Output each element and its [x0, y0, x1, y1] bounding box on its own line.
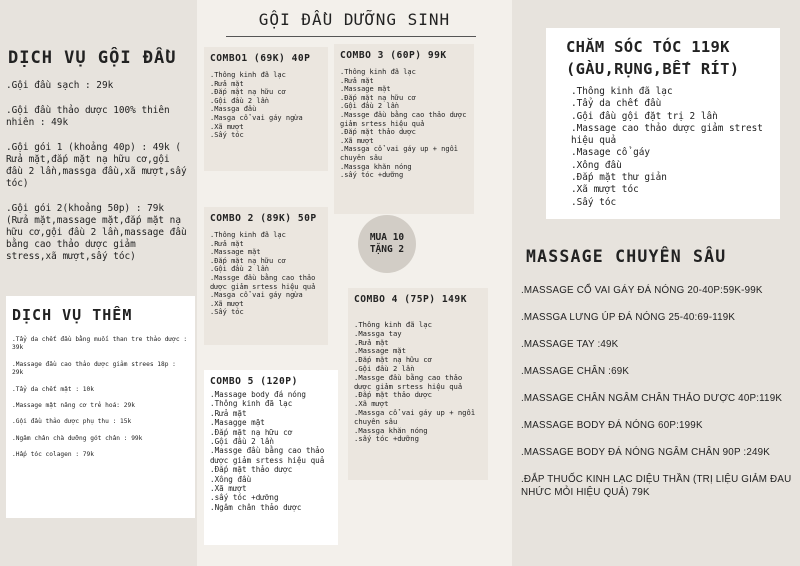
- list-item: .Xã mượt: [210, 484, 247, 494]
- list-item: .Xông đầu: [210, 474, 252, 484]
- promo-line-1: MUA 10: [369, 232, 405, 243]
- list-item: .Đắp mặt thảo dược: [210, 465, 293, 475]
- combo-4-title: COMBO 4 (75P) 149K: [354, 294, 467, 305]
- massage-item: .MASSAGE CHÂN NGÂM CHÂN THẢO DƯỢC 40P:119K: [521, 393, 783, 404]
- list-item: .Thông kinh đã lạc: [210, 71, 286, 79]
- hair-wash-heading: DỊCH VỤ GỘI ĐẦU: [8, 48, 177, 68]
- list-item: .Massga khăn nóng: [354, 425, 428, 435]
- combo-5-list: [210, 390, 332, 512]
- list-item: .Massga đầu: [210, 105, 257, 114]
- list-item: .Massage body đá nóng: [210, 390, 307, 399]
- list-item: .Massage cao thảo dược giảm strest hiệu quả: [571, 122, 763, 147]
- massage-item: .MASSAGE BODY ĐÁ NÓNG 60P:199K: [521, 420, 703, 431]
- list-item: .Rửa mặt: [210, 239, 244, 248]
- list-item: .sấy tóc +dưỡng: [354, 434, 419, 444]
- title-underline: [226, 36, 476, 37]
- page-title: GỘI ĐẦU DƯỠNG SINH: [258, 10, 451, 29]
- list-item: .Masga cổ vai gáy ngừa: [210, 113, 303, 122]
- massage-item: .MASSAGE TAY :49K: [521, 339, 619, 350]
- massage-item: .MASSAGE CỔ VAI GÁY ĐÁ NÓNG 20-40P:59K-99K: [521, 285, 763, 296]
- list-item: .Đắp mặt thảo dược: [340, 128, 416, 137]
- list-item: .Thông kinh đã lạc: [354, 320, 432, 329]
- combo-3-list: [340, 68, 468, 180]
- hair-wash-item: .Gội gói 1 (khoảng 40p) : 49k ( Rửa mặt,đắp mặt nạ hữu cơ,gội đầu 2 lần,massga đầu,xã mượt,sấy tóc): [6, 142, 187, 189]
- list-item: .Gội đầu 2 lần: [210, 265, 270, 274]
- combo-5-title: COMBO 5 (120P): [210, 376, 298, 387]
- list-item: .sấy tóc +dưỡng: [210, 493, 279, 503]
- list-item: .Xã mượt: [354, 399, 389, 409]
- list-item: .Ngâm chân thảo dược: [210, 502, 302, 512]
- hair-wash-item: .Gội gói 2(khoảng 50p) : 79k (Rửa mặt,massage mặt,đắp mặt nạ hữu cơ,gội đầu 2 lần,massage đầu bằng cao thảo dược giảm stress,xã mượt,sấy tóc): [6, 203, 187, 262]
- extra-service-item: .Gội đầu thảo dược phụ thu : 15k: [12, 418, 132, 426]
- list-item: .Massage mặt: [210, 248, 261, 257]
- list-item: .Thông kinh đã lạc: [340, 68, 416, 76]
- extra-services-heading: DỊCH VỤ THÊM: [12, 306, 133, 324]
- hair-care-list: [566, 86, 770, 209]
- massage-item: .MASSAGE BODY ĐÁ NÓNG NGÂM CHÂN 90P :249K: [521, 447, 771, 458]
- list-item: .Massga khăn nóng: [340, 162, 412, 171]
- list-item: .Massga tay: [354, 328, 402, 338]
- list-item: .Sấy tóc: [571, 196, 617, 208]
- combo-5-card: [204, 370, 338, 545]
- list-item: .Thông kinh đã lạc: [210, 399, 293, 409]
- list-item: .Đắp mặt nạ hữu cơ: [210, 256, 286, 265]
- combo-2-card: [204, 207, 328, 345]
- list-item: .Massage mặt: [340, 85, 391, 94]
- extra-service-item: .Tẩy da chết mặt : 10k: [12, 385, 94, 393]
- combo-3-title: COMBO 3 (60P) 99K: [340, 50, 447, 61]
- list-item: .Thông kinh đã lạc: [571, 86, 673, 97]
- list-item: .Massga cổ vai gáy up + ngồi chuyên sâu: [354, 407, 476, 426]
- extra-services-panel: [6, 296, 195, 518]
- list-item: .sấy tóc +dưỡng: [340, 171, 404, 180]
- list-item: .Massge đầu bằng cao thảo dược giảm srtess hiệu quả: [354, 372, 463, 391]
- hair-wash-item: .Gội đầu sạch : 29k: [6, 80, 114, 91]
- list-item: .Rửa mặt: [354, 337, 389, 347]
- list-item: .Gội đầu 2 lần: [354, 363, 415, 373]
- list-item: .Massge đầu bằng cao thảo dược giảm srtess hiệu quả: [340, 110, 467, 128]
- list-item: .Đắp mặt nạ hữu cơ: [210, 88, 286, 97]
- list-item: .Massga cổ vai gáy up + ngồi chuyên sâu: [340, 145, 459, 162]
- list-item: .Đắp mặt thư giản: [571, 172, 667, 184]
- list-item: .Massge đầu bằng cao thảo dược giảm srtess hiệu quả: [210, 446, 325, 465]
- hair-care-panel: [546, 28, 780, 219]
- extra-service-item: .Massage mặt nâng cơ trẻ hoá: 29k: [12, 402, 135, 410]
- list-item: .Rửa mặt: [210, 79, 244, 88]
- extra-service-item: .Tẩy da chết đầu bằng muối than tre thảo dược : 39k: [12, 336, 188, 352]
- massage-list: [521, 284, 796, 513]
- list-item: .Sấy tóc: [210, 131, 244, 140]
- list-item: .Xã mượt: [340, 136, 374, 145]
- list-item: .Đắp mặt nạ hữu cơ: [354, 355, 432, 365]
- massage-item: .MASSGA LƯNG ÚP ĐÁ NÓNG 25-40:69-119K: [521, 312, 736, 323]
- combo-3-card: [334, 44, 474, 214]
- combo-4-card: [348, 288, 488, 480]
- extra-service-item: .Massage đầu cao thảo dược giảm strees 18p : 29k: [12, 360, 176, 377]
- list-item: .Masga cổ vai gáy ngừa: [210, 291, 303, 300]
- list-item: .Sấy tóc: [210, 308, 244, 317]
- list-item: .Rửa mặt: [340, 76, 374, 85]
- massage-item: .MASSAGE CHÂN :69K: [521, 366, 630, 377]
- list-item: .Đắp mặt thảo dược: [354, 390, 432, 400]
- list-item: .Xã mượt: [210, 299, 244, 308]
- list-item: .Gội đầu 2 lần: [210, 437, 275, 447]
- promo-badge: [358, 215, 416, 273]
- hair-care-heading: CHĂM SÓC TÓC 119K (GÀU,RỤNG,BẾT RÍT): [566, 38, 740, 78]
- list-item: .Masagge mặt: [210, 418, 265, 428]
- combo-2-list: [210, 231, 322, 317]
- list-item: .Đắp mặt nạ hữu cơ: [210, 427, 293, 437]
- list-item: .Masage cổ gáy: [571, 147, 651, 159]
- hair-wash-services-panel: [0, 36, 197, 294]
- list-item: .Xông đầu: [571, 159, 622, 171]
- extra-service-item: .Ngâm chân chà dưỡng gót chân : 99k: [12, 434, 143, 442]
- combo-1-list: [210, 71, 322, 140]
- list-item: .Đắp mặt nạ hữu cơ: [340, 93, 416, 102]
- list-item: .Xã mượt: [210, 122, 244, 131]
- list-item: .Rửa mặt: [210, 408, 247, 418]
- combo-1-card: [204, 47, 328, 171]
- list-item: .Thông kinh đã lạc: [210, 231, 286, 239]
- combo-4-list: [354, 321, 482, 444]
- massage-item: .ĐẮP THUỐC KINH LẠC DIỆU THẦN (TRỊ LIỆU GIẢM ĐAU NHỨC MỎI HIỆU QUẢ) 79K: [521, 474, 792, 498]
- list-item: .Xã mượt tóc: [571, 184, 639, 196]
- extra-service-item: .Hấp tóc colagen : 79k: [12, 451, 94, 459]
- hair-wash-item: .Gội đầu thảo dược 100% thiên nhiên : 49k: [6, 105, 170, 128]
- list-item: .Massage mặt: [354, 346, 406, 356]
- list-item: .Gội đầu gội đặt trị 2 lần: [571, 110, 718, 122]
- list-item: .Gội đầu 2 lần: [210, 96, 270, 105]
- list-item: .Gội đầu 2 lần: [340, 102, 400, 111]
- list-item: .Massge đầu bằng cao thảo dược giảm srtess hiệu quả: [210, 273, 316, 291]
- promo-line-2: TẶNG 2: [369, 244, 405, 255]
- massage-heading: MASSAGE CHUYÊN SÂU: [526, 247, 727, 266]
- list-item: .Tẩy da chết đầu: [571, 98, 662, 110]
- combo-1-title: COMBO1 (69K) 40P: [210, 53, 311, 64]
- combo-2-title: COMBO 2 (89K) 50P: [210, 213, 317, 224]
